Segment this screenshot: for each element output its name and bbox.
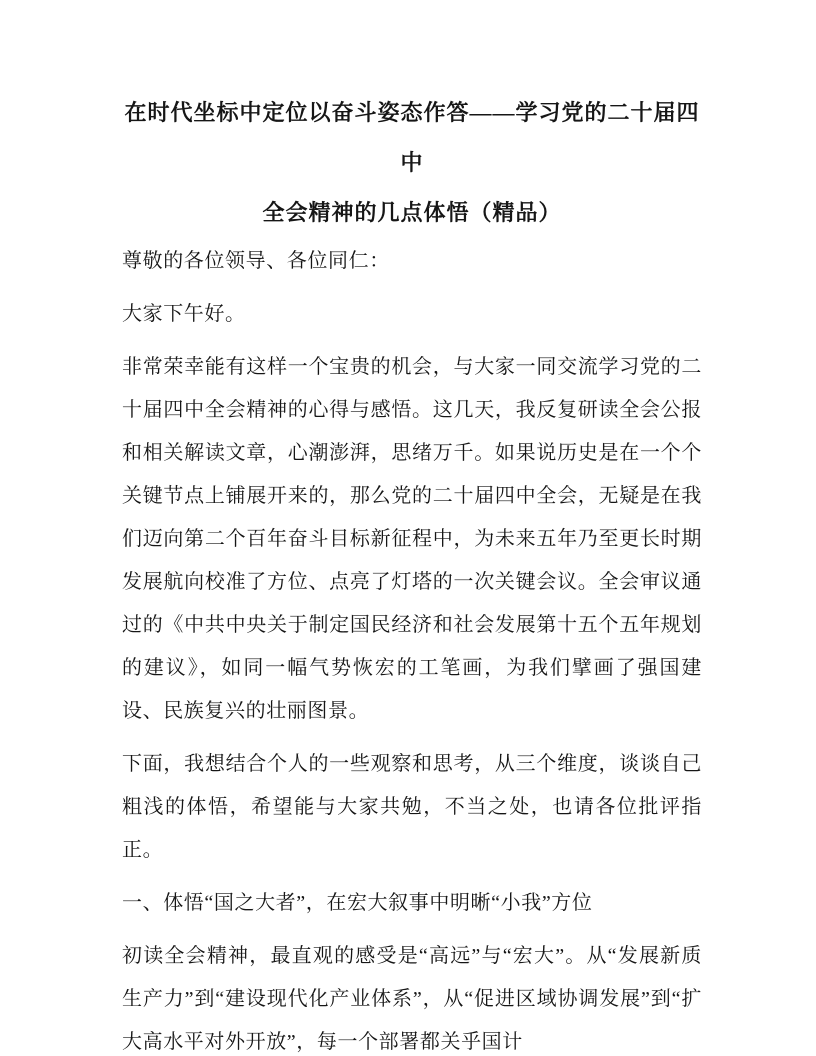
document-title-line-1: 在时代坐标中定位以奋斗姿态作答——学习党的二十届四中 xyxy=(124,100,700,175)
section-heading-1: 一、体悟“国之大者”，在宏大叙事中明晰“小我”方位 xyxy=(122,892,593,914)
document-title xyxy=(122,88,702,238)
paragraph-transition: 下面，我想结合个人的一些观察和思考，从三个维度，谈谈自己粗浅的体悟，希望能与大家共勉，不当之处，也请各位批评指正。 xyxy=(122,753,702,861)
document-title-line-2: 全会精神的几点体悟（精品） xyxy=(262,200,562,225)
salutation-line: 尊敬的各位领导、各位同仁： xyxy=(122,250,390,272)
paragraph-opening: 非常荣幸能有这样一个宝贵的机会，与大家一同交流学习党的二十届四中全会精神的心得与感悟。这几天，我反复研读全会公报和相关解读文章，心潮澎湃，思绪万千。如果说历史是在一个个关键节点上铺展开来的，那么党的二十届四中全会，无疑是在我们迈向第二个百年奋斗目标新征程中，为未来五年乃至更长时期发展航向校准了方位、点亮了灯塔的一次关键会议。全会审议通过的《中共中央关于制定国民经济和社会发展第十五个五年规划的建议》，如同一幅气势恢宏的工笔画，为我们擘画了强国建设、民族复兴的壮丽图景。 xyxy=(122,356,702,722)
paragraph-section-1-body: 初读全会精神，最直观的感受是“高远”与“宏大”。从“发展新质生产力”到“建设现代化产业体系”，从“促进区域协调发展”到“扩大高水平对外开放”，每一个部署都关乎国计 xyxy=(122,945,702,1053)
greeting-line: 大家下午好。 xyxy=(122,303,246,325)
